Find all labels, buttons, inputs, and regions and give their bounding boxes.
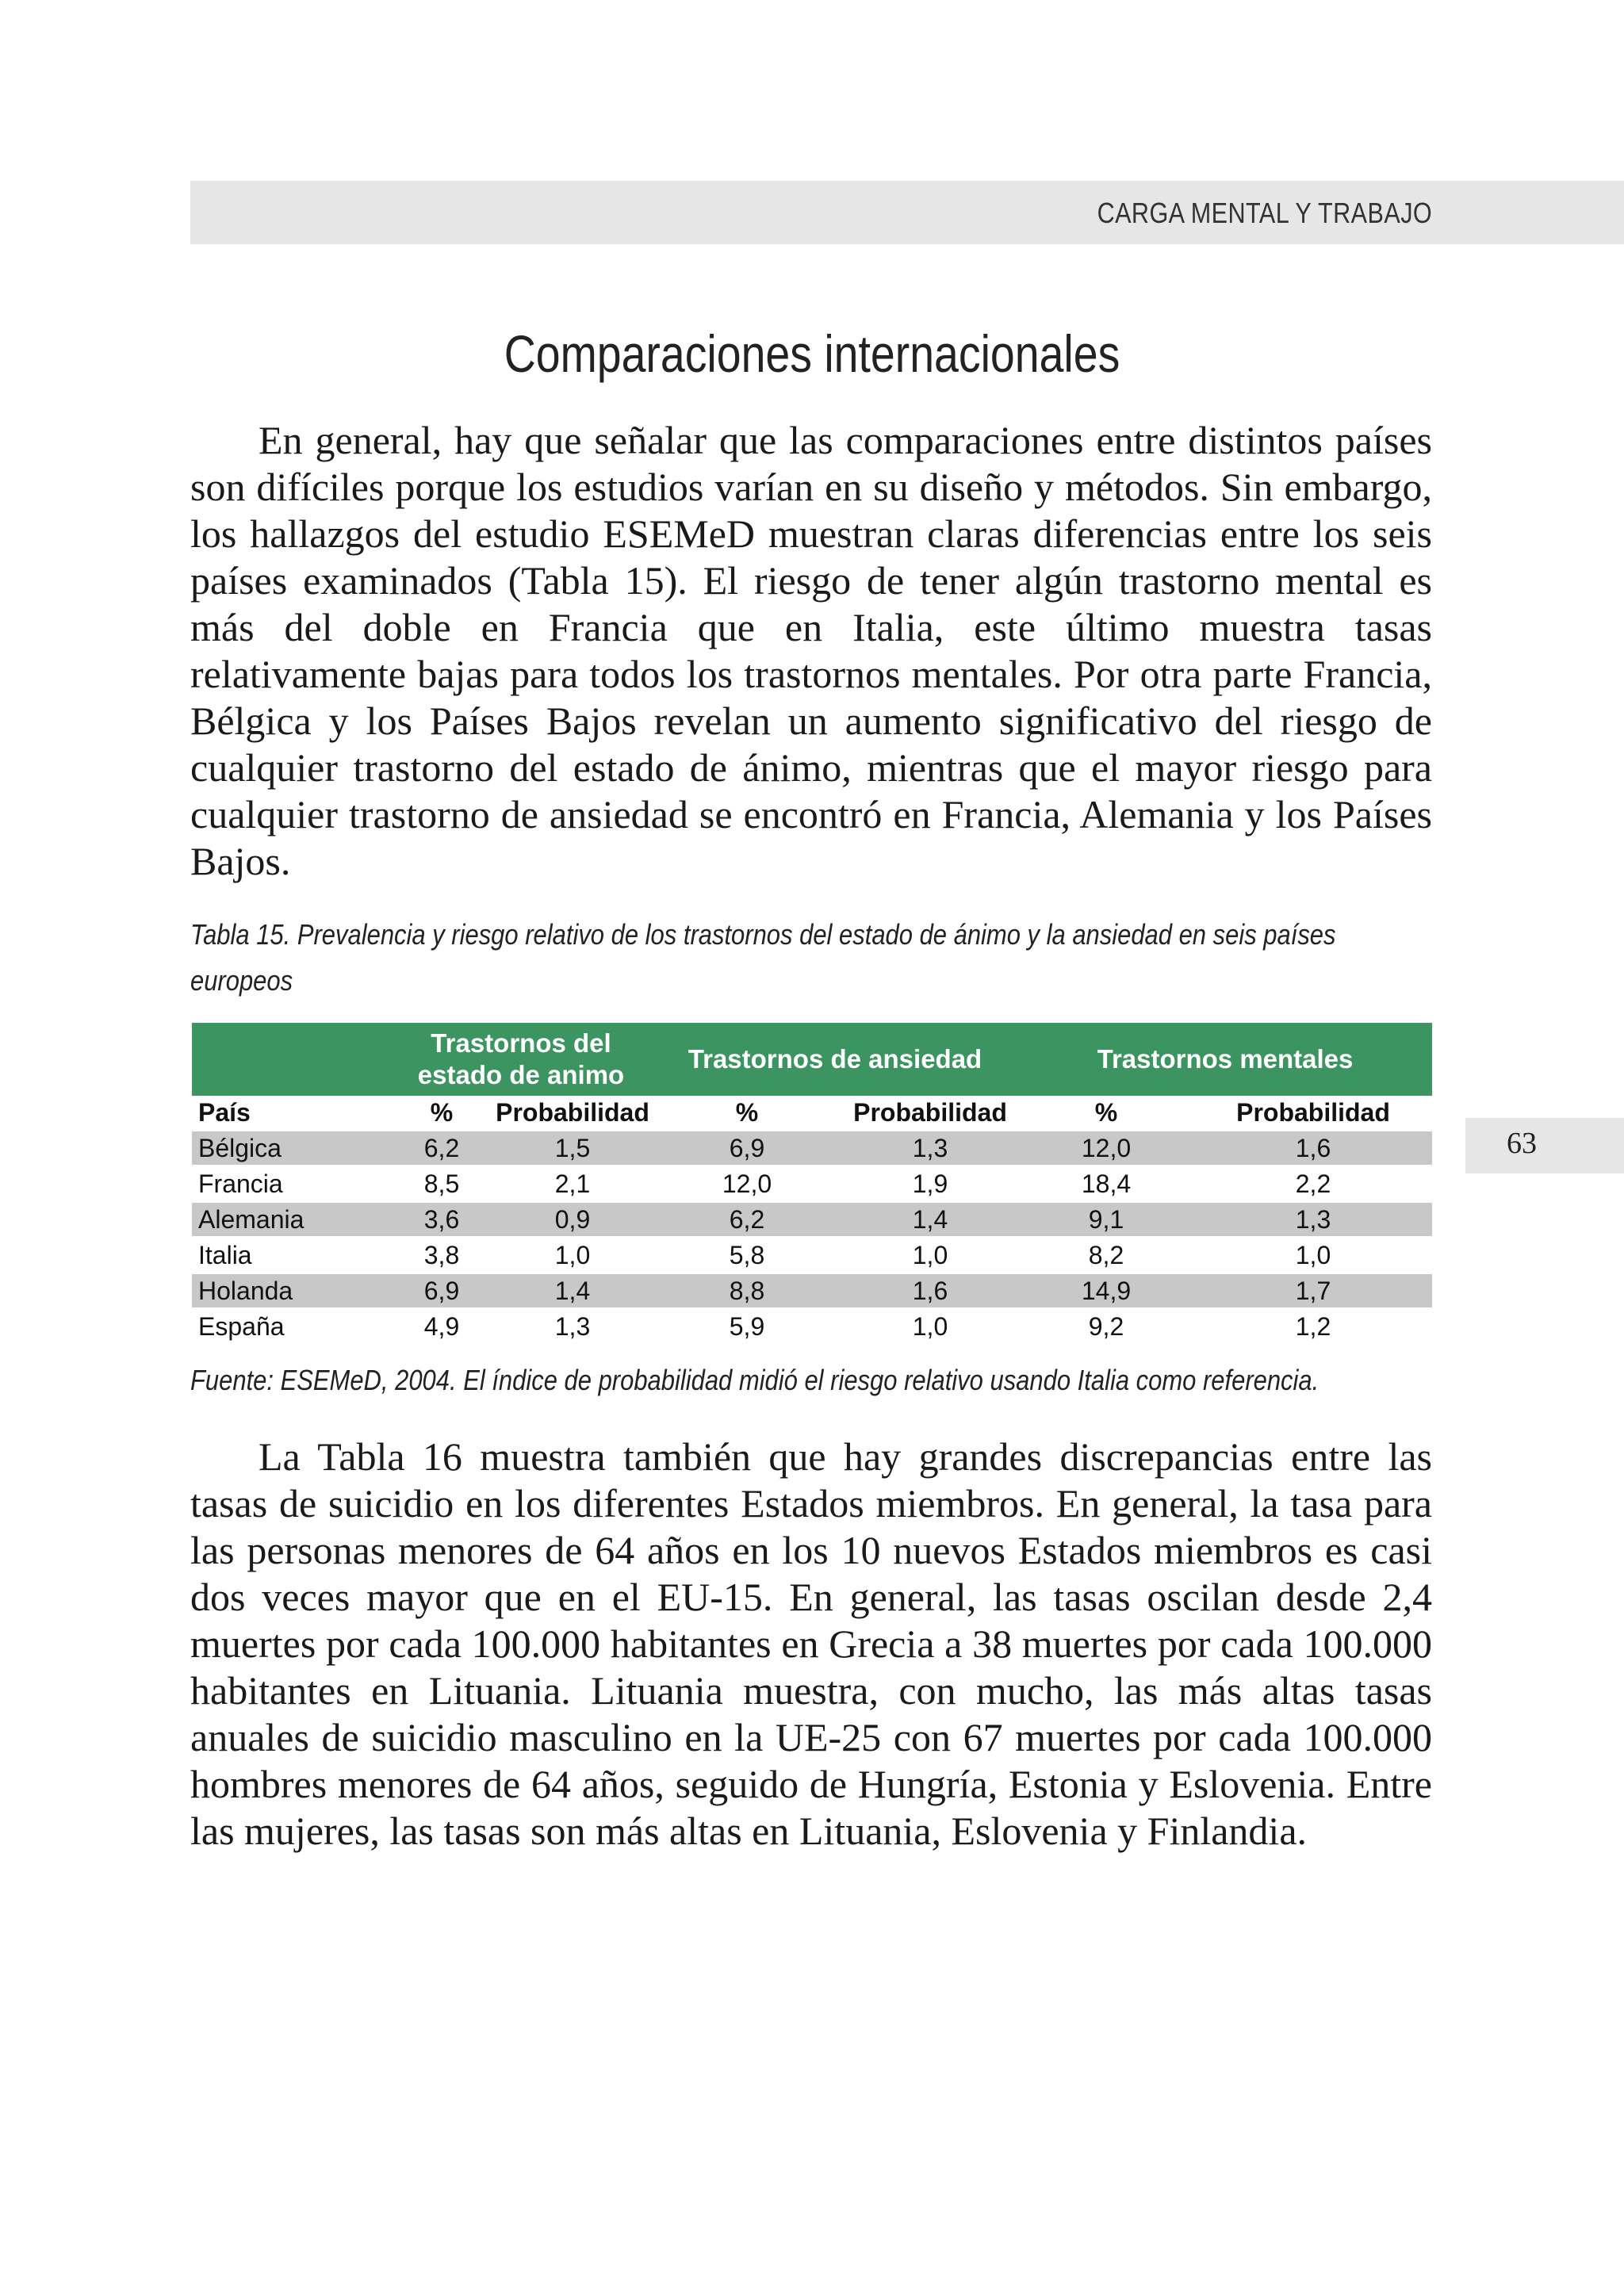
table-row (192, 1273, 1432, 1309)
header-anxiety-disorders: Trastornos de ansiedad (652, 1023, 1018, 1096)
table-subheader-row (192, 1096, 1432, 1131)
cell-value: 12,0 (652, 1166, 842, 1202)
prevalence-table (192, 1023, 1432, 1346)
cell-value: 5,9 (652, 1309, 842, 1345)
page-number: 63 (1507, 1127, 1537, 1160)
cell-value: 6,2 (652, 1202, 842, 1238)
running-header-title: CARGA MENTAL Y TRABAJO (1097, 197, 1432, 229)
cell-value: 8,2 (1018, 1238, 1194, 1273)
subheader-anxiety-percent: % (652, 1096, 842, 1131)
cell-value: 1,9 (842, 1166, 1018, 1202)
cell-value: 0,9 (493, 1202, 652, 1238)
subheader-mood-percent: % (390, 1096, 493, 1131)
cell-value: 9,2 (1018, 1309, 1194, 1345)
subheader-mental-probability: Probabilidad (1194, 1096, 1432, 1131)
table-header-corner (192, 1023, 390, 1096)
cell-value: 6,9 (652, 1131, 842, 1166)
table-row (192, 1309, 1432, 1345)
table-group-header-row (192, 1023, 1432, 1096)
table-row (192, 1131, 1432, 1166)
cell-value: 1,3 (493, 1309, 652, 1345)
subheader-anxiety-probability: Probabilidad (842, 1096, 1018, 1131)
cell-value: 3,8 (390, 1238, 493, 1273)
subheader-country: País (192, 1096, 390, 1131)
page-number-tab (1465, 1118, 1624, 1173)
body-paragraph-2: La Tabla 16 muestra también que hay grandes discrepancias entre las tasas de suicidio en los diferentes Estados miembros. En general, la tasa para las personas menores de 64 años en los 10 nuevos Estados miembros es casi dos veces mayor que en el EU-15. En general, las tasas oscilan desde 2,4 muertes por cada 100.000 habitantes en Grecia a 38 muertes por cada 100.000 habitantes en Lituania. Lituania muestra, con mucho, las más altas tasas anuales de suicidio masculino en la UE-25 con 67 muertes por cada 100.000 hombres menores de 64 años, seguido de Hungría, Estonia y Eslovenia. Entre las mujeres, las tasas son más altas en Lituania, Eslovenia y Finlandia. (190, 1434, 1432, 1853)
cell-value: 8,5 (390, 1166, 493, 1202)
cell-value: 1,4 (493, 1273, 652, 1309)
table-source-note: Fuente: ESEMeD, 2004. El índice de probabilidad midió el riesgo relativo usando Italia como referencia. (190, 1364, 1320, 1396)
cell-value: 6,9 (390, 1273, 493, 1309)
body-paragraph-1: En general, hay que señalar que las comparaciones entre distintos países son difíciles porque los estudios varían en su diseño y métodos. Sin embargo, los hallazgos del estudio ESEMeD muestran claras diferencias entre los seis países examinados (Tabla 15). El riesgo de tener algún trastorno mental es más del doble en Francia que en Italia, este último muestra tasas relativamente bajas para todos los trastornos mentales. Por otra parte Francia, Bélgica y los Países Bajos revelan un aumento significativo del riesgo de cualquier trastorno del estado de ánimo, mientras que el mayor riesgo para cualquier trastorno de ansiedad se encontró en Francia, Alemania y los Países Bajos. (190, 418, 1432, 883)
header-mental-disorders: Trastornos mentales (1018, 1023, 1432, 1096)
cell-country: Francia (192, 1166, 390, 1202)
section-title: Comparaciones internacionales (504, 324, 1120, 383)
table-row (192, 1238, 1432, 1273)
cell-value: 6,2 (390, 1131, 493, 1166)
cell-value: 1,0 (1194, 1238, 1432, 1273)
table-row (192, 1166, 1432, 1202)
cell-value: 18,4 (1018, 1166, 1194, 1202)
cell-value: 1,3 (1194, 1202, 1432, 1238)
cell-value: 1,0 (842, 1238, 1018, 1273)
cell-value: 1,4 (842, 1202, 1018, 1238)
cell-value: 1,6 (842, 1273, 1018, 1309)
cell-country: España (192, 1309, 390, 1345)
cell-value: 3,6 (390, 1202, 493, 1238)
cell-value: 8,8 (652, 1273, 842, 1309)
cell-value: 5,8 (652, 1238, 842, 1273)
cell-country: Bélgica (192, 1131, 390, 1166)
running-header-bar (190, 181, 1624, 244)
cell-value: 1,5 (493, 1131, 652, 1166)
cell-value: 1,3 (842, 1131, 1018, 1166)
subheader-mental-percent: % (1018, 1096, 1194, 1131)
cell-country: Italia (192, 1238, 390, 1273)
cell-value: 12,0 (1018, 1131, 1194, 1166)
cell-value: 1,0 (493, 1238, 652, 1273)
cell-value: 14,9 (1018, 1273, 1194, 1309)
cell-country: Holanda (192, 1273, 390, 1309)
cell-value: 2,1 (493, 1166, 652, 1202)
table-row (192, 1202, 1432, 1238)
header-mood-disorders: Trastornos del estado de animo (390, 1023, 652, 1096)
cell-country: Alemania (192, 1202, 390, 1238)
table-caption: Tabla 15. Prevalencia y riesgo relativo de los trastornos del estado de ánimo y la ansiedad en seis países europeos (190, 918, 1336, 997)
cell-value: 4,9 (390, 1309, 493, 1345)
cell-value: 1,7 (1194, 1273, 1432, 1309)
cell-value: 1,2 (1194, 1309, 1432, 1345)
cell-value: 2,2 (1194, 1166, 1432, 1202)
cell-value: 1,0 (842, 1309, 1018, 1345)
subheader-mood-probability: Probabilidad (493, 1096, 652, 1131)
cell-value: 1,6 (1194, 1131, 1432, 1166)
cell-value: 9,1 (1018, 1202, 1194, 1238)
